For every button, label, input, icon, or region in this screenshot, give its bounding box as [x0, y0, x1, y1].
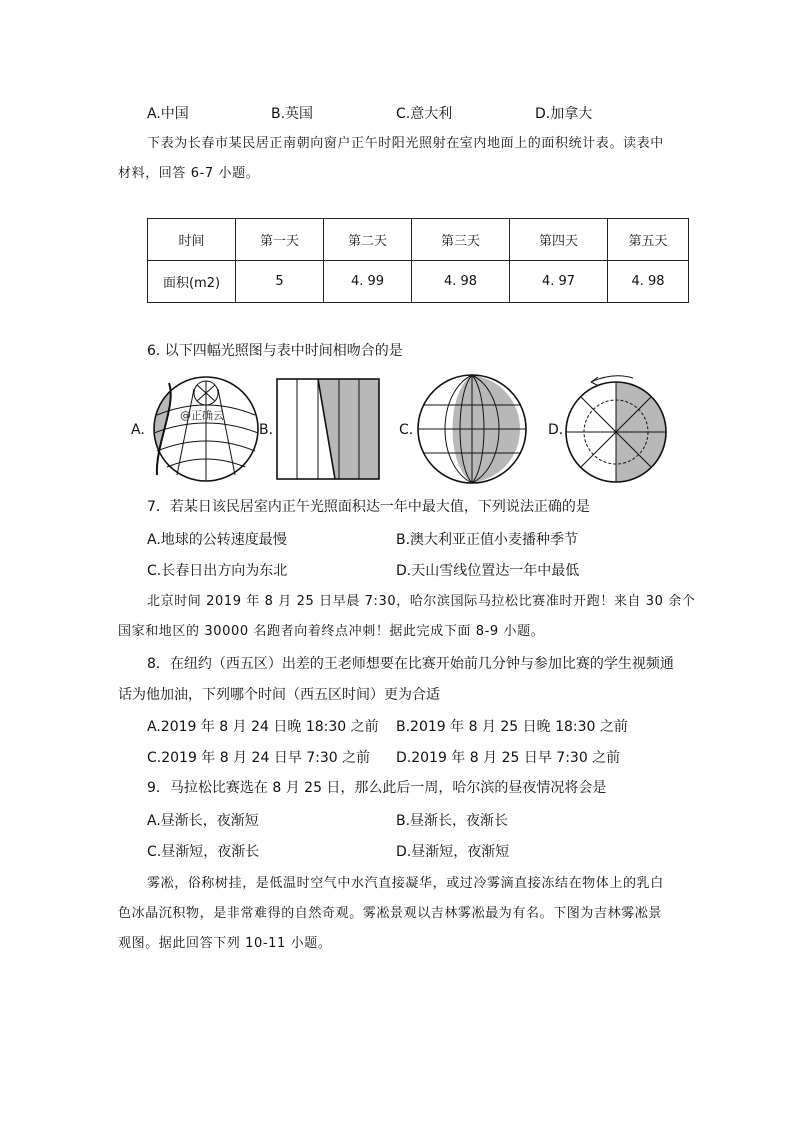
q5-option-b: B.英国 — [271, 106, 314, 122]
q6-label-d: D. — [548, 422, 564, 438]
q7-option-c: C.长春日出方向为东北 — [147, 563, 288, 579]
sunlight-area-table — [147, 218, 689, 303]
table-header-cell: 第四天 — [510, 219, 608, 261]
marathon-intro-line-1: 北京时间 2019 年 8 月 25 日早晨 7:30，哈尔滨国际马拉松比赛准时开跑！来自 30 余个 — [147, 594, 696, 609]
q9-option-a: A.昼渐长，夜渐短 — [147, 813, 259, 829]
table-cell: 4. 98 — [608, 261, 689, 303]
q5-option-c: C.意大利 — [396, 106, 453, 122]
q9-option-d: D.昼渐短，夜渐短 — [396, 844, 510, 860]
table-cell: 4. 98 — [412, 261, 510, 303]
q9-option-b: B.昼渐长，夜渐长 — [396, 813, 509, 829]
illumination-diagram-c — [416, 373, 528, 485]
rime-intro-line-2: 色冰晶沉积物，是非常难得的自然奇观。雾凇景观以吉林雾凇最为有名。下图为吉林雾凇景 — [118, 906, 663, 921]
q9-stem: 9．马拉松比赛选在 8 月 25 日，那么此后一周，哈尔滨的昼夜情况将会是 — [147, 780, 607, 796]
rime-intro-line-1: 雾凇，俗称树挂，是低温时空气中水汽直接凝华，或过冷雾滴直接冻结在物体上的乳白 — [147, 876, 664, 891]
table-header-cell: 第三天 — [412, 219, 510, 261]
q7-option-b: B.澳大利亚正值小麦播种季节 — [396, 532, 579, 548]
marathon-intro-line-2: 国家和地区的 30000 名跑者向着终点冲刺！据此完成下面 8-9 小题。 — [118, 624, 545, 639]
table-intro-line-1: 下表为长春市某民居正南朝向窗户正午时阳光照射在室内地面上的面积统计表。读表中 — [147, 136, 664, 151]
q8-option-d: D.2019 年 8 月 25 日早 7:30 之前 — [396, 750, 621, 766]
q7-option-d: D.天山雪线位置达一年中最低 — [396, 563, 580, 579]
q8-option-b: B.2019 年 8 月 25 日晚 18:30 之前 — [396, 719, 628, 735]
q7-stem: 7．若某日该民居室内正午光照面积达一年中最大值，下列说法正确的是 — [147, 499, 590, 515]
table-row-label: 面积(m2) — [148, 261, 236, 303]
table-cell: 4. 99 — [324, 261, 412, 303]
table-header-cell: 第五天 — [608, 219, 689, 261]
q6-label-b: B. — [259, 422, 274, 438]
q6-label-a: A. — [131, 422, 145, 438]
q7-option-a: A.地球的公转速度最慢 — [147, 532, 287, 548]
q6-stem: 6. 以下四幅光照图与表中时间相吻合的是 — [147, 343, 403, 359]
watermark-text: @正确云 — [180, 409, 224, 422]
q6-label-c: C. — [399, 422, 414, 438]
table-header-cell: 第一天 — [236, 219, 324, 261]
table-header-cell: 第二天 — [324, 219, 412, 261]
q8-stem-line-2: 话为他加油，下列哪个时间（西五区时间）更为合适 — [118, 687, 440, 703]
illumination-diagram-b — [275, 377, 381, 481]
table-cell: 5 — [236, 261, 324, 303]
q5-option-d: D.加拿大 — [535, 106, 593, 122]
illumination-diagram-d — [563, 372, 669, 486]
q8-option-a: A.2019 年 8 月 24 日晚 18:30 之前 — [147, 719, 379, 735]
table-row — [148, 261, 689, 303]
q5-option-a: A.中国 — [147, 106, 189, 122]
q9-option-c: C.昼渐短，夜渐长 — [147, 844, 260, 860]
table-intro-line-2: 材料，回答 6-7 小题。 — [118, 166, 260, 181]
table-header-cell: 时间 — [148, 219, 236, 261]
rime-intro-line-3: 观图。据此回答下列 10-11 小题。 — [118, 936, 332, 951]
table-cell: 4. 97 — [510, 261, 608, 303]
illumination-diagram-a — [147, 375, 265, 483]
table-header-row — [148, 219, 689, 261]
q8-option-c: C.2019 年 8 月 24 日早 7:30 之前 — [147, 750, 371, 766]
q8-stem-line-1: 8．在纽约（西五区）出差的王老师想要在比赛开始前几分钟与参加比赛的学生视频通 — [147, 656, 674, 672]
